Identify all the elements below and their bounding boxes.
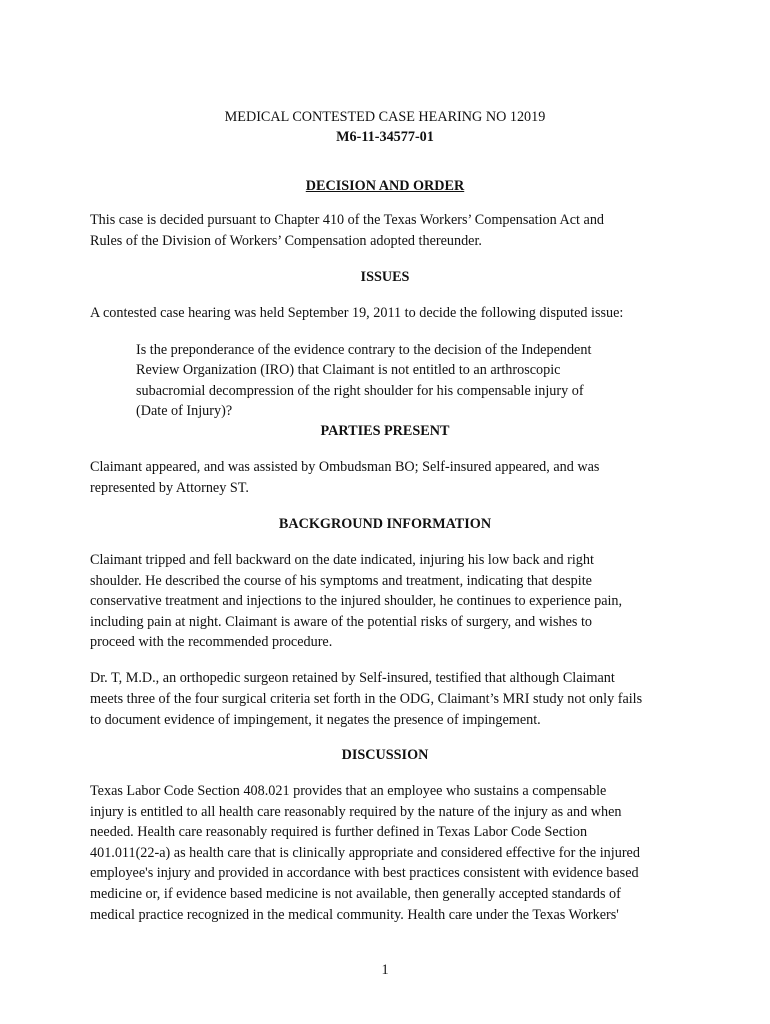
parties-heading: PARTIES PRESENT — [320, 423, 450, 439]
parties-line: represented by Attorney ST. — [90, 480, 249, 496]
discussion-line: injury is entitled to all health care reasonably required by the nature of the injury as and when — [90, 804, 622, 820]
background-line: Dr. T, M.D., an orthopedic surgeon retained by Self-insured, testified that although Claimant — [90, 670, 615, 686]
background-line: shoulder. He described the course of his symptoms and treatment, indicating that despite — [90, 573, 592, 589]
discussion-line: Texas Labor Code Section 408.021 provides that an employee who sustains a compensable — [90, 783, 607, 799]
intro-line: This case is decided pursuant to Chapter 410 of the Texas Workers’ Compensation Act and — [90, 212, 605, 228]
case-title: MEDICAL CONTESTED CASE HEARING NO 12019 — [224, 109, 546, 125]
discussion-line: 401.011(22-a) as health care that is clinically appropriate and considered effective for the injured — [90, 845, 640, 861]
background-line: including pain at night. Claimant is aware of the potential risks of surgery, and wishes to — [90, 614, 592, 630]
discussion-line: medicine or, if evidence based medicine is not available, then generally accepted standards of — [90, 886, 621, 902]
background-line: to document evidence of impingement, it negates the presence of impingement. — [90, 712, 541, 728]
background-line: conservative treatment and injections to the injured shoulder, he continues to experience pain, — [90, 593, 623, 609]
parties-line: Claimant appeared, and was assisted by Ombudsman BO; Self-insured appeared, and was — [90, 459, 600, 475]
page-number: 1 — [381, 962, 389, 978]
background-line: meets three of the four surgical criteria set forth in the ODG, Claimant’s MRI study not only fails — [90, 691, 643, 707]
issue-question-line: (Date of Injury)? — [136, 403, 233, 419]
issues-heading: ISSUES — [360, 269, 410, 285]
issue-question-line: subacromial decompression of the right shoulder for his compensable injury of — [136, 383, 584, 399]
issue-question-line: Review Organization (IRO) that Claimant is not entitled to an arthroscopic — [136, 362, 561, 378]
discussion-heading: DISCUSSION — [341, 747, 429, 763]
discussion-line: needed. Health care reasonably required is further defined in Texas Labor Code Section — [90, 824, 588, 840]
decision-heading: DECISION AND ORDER — [305, 178, 465, 194]
background-line: proceed with the recommended procedure. — [90, 634, 333, 650]
background-line: Claimant tripped and fell backward on the date indicated, injuring his low back and right — [90, 552, 594, 568]
intro-line: Rules of the Division of Workers’ Compensation adopted thereunder. — [90, 233, 482, 249]
docket-number: M6-11-34577-01 — [336, 129, 434, 145]
issues-statement: A contested case hearing was held September 19, 2011 to decide the following disputed issue: — [90, 305, 624, 321]
background-heading: BACKGROUND INFORMATION — [278, 516, 492, 532]
discussion-line: employee's injury and provided in accordance with best practices consistent with evidence based — [90, 865, 639, 881]
issue-question-line: Is the preponderance of the evidence contrary to the decision of the Independent — [136, 342, 592, 358]
discussion-line: medical practice recognized in the medical community. Health care under the Texas Workers' — [90, 907, 619, 923]
